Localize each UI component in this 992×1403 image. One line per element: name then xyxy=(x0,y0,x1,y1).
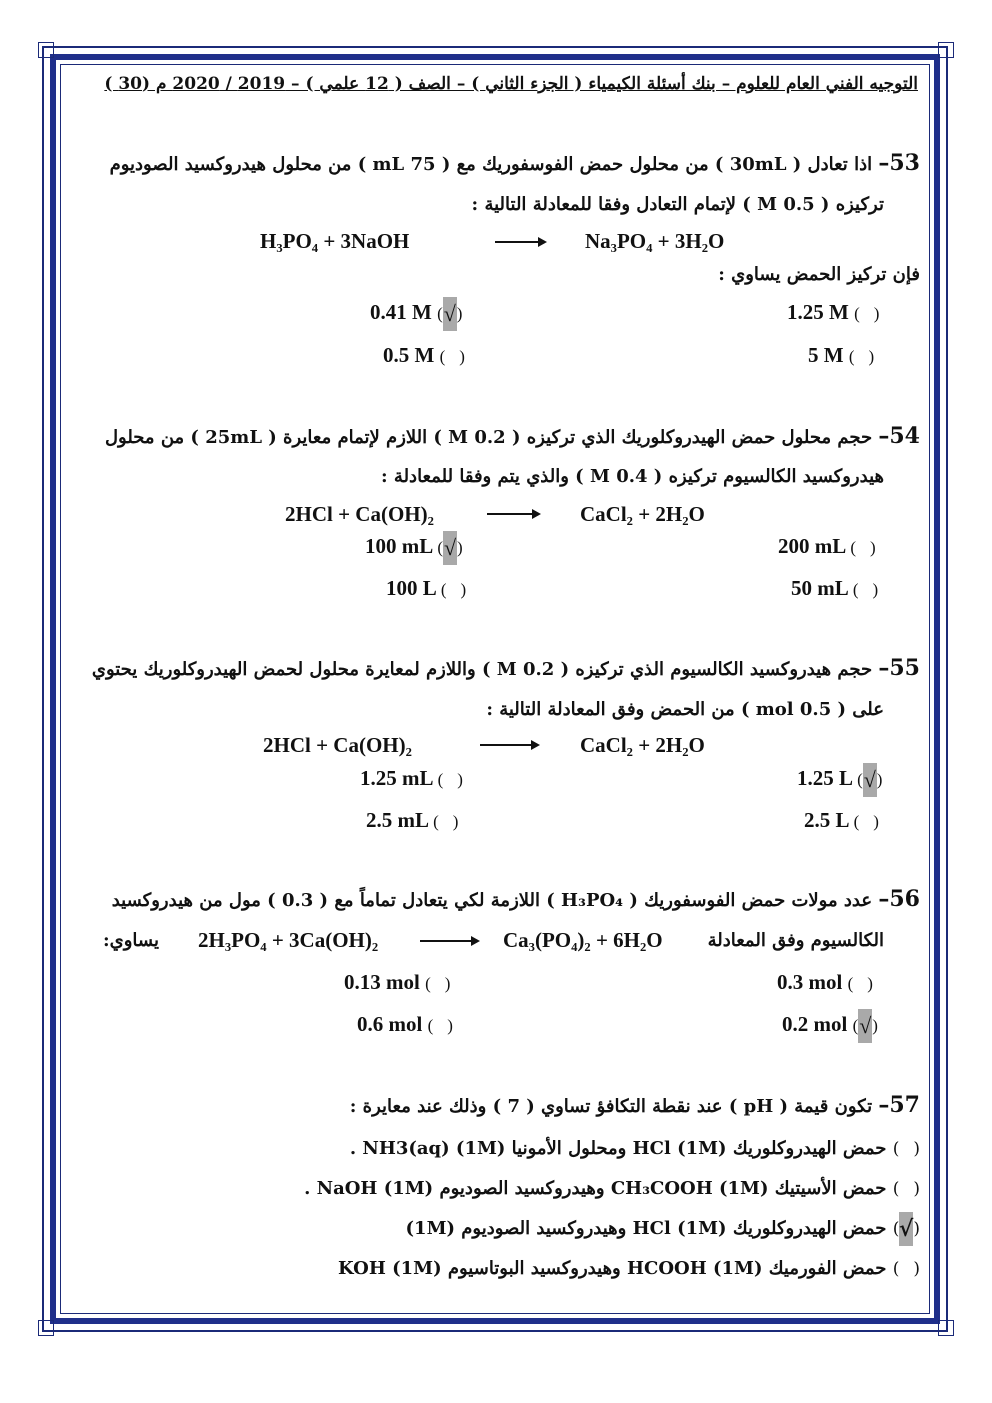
option-3[interactable]: 0.2 mol (√) xyxy=(782,1009,878,1043)
question-54-line-2: هيدروكسيد الكالسيوم تركيزه ( 0.4 M ) والذي يتم وفقا للمعادلة : xyxy=(381,466,884,487)
answer-box[interactable] xyxy=(860,297,874,331)
option-3[interactable]: 2.5 L ( ) xyxy=(804,805,879,839)
answer-box[interactable] xyxy=(856,531,870,565)
check-mark-icon[interactable]: √ xyxy=(443,297,457,331)
answer-box[interactable] xyxy=(439,805,453,839)
option-4[interactable]: 0.5 M ( ) xyxy=(383,340,465,374)
reaction-arrow-icon xyxy=(495,241,545,243)
option-4[interactable]: () حمض الفورميك HCOOH (1M) وهيدروكسيد البوتاسيوم KOH (1M) xyxy=(338,1252,920,1286)
border-corner xyxy=(38,42,54,58)
option-1[interactable]: 1.25 L (√) xyxy=(797,763,882,797)
check-mark-icon[interactable]: √ xyxy=(863,763,877,797)
question-number: 54– xyxy=(878,423,920,449)
border-corner xyxy=(938,42,954,58)
option-3[interactable]: 50 mL ( ) xyxy=(791,573,878,607)
equation-products: Na₃PO₄ + 3H₂O xyxy=(585,229,725,253)
answer-box[interactable] xyxy=(433,1009,447,1043)
option-1[interactable]: 1.25 M ( ) xyxy=(787,297,879,331)
answer-box[interactable] xyxy=(443,763,457,797)
question-57-line-1: 57– تكون قيمة ( pH ) عند نقطة التكافؤ تساوي ( 7 ) وذلك عند معايرة : xyxy=(349,1092,920,1118)
question-56-line-2-text: الكالسيوم وفق المعادلة xyxy=(707,930,884,951)
question-56-line-2-end: يساوي: xyxy=(103,930,159,951)
question-54-line-1: 54– حجم محلول حمض الهيدروكلوريك الذي تركيزه ( 0.2 M ) اللازم لإتمام معايرة ( 25mL ) من محلول xyxy=(104,423,920,449)
check-mark-icon[interactable]: √ xyxy=(858,1009,872,1043)
check-mark-icon[interactable]: √ xyxy=(443,531,457,565)
option-2[interactable]: 0.13 mol ( ) xyxy=(344,967,450,1001)
equation-reactants: 2H₃PO₄ + 3Ca(OH)₂ xyxy=(198,928,379,952)
option-2[interactable]: () حمض الأسيتيك CH₃COOH (1M) وهيدروكسيد الصوديوم NaOH (1M) . xyxy=(304,1172,920,1206)
equation-reactants: H₃PO₄ + 3NaOH xyxy=(260,229,410,253)
question-53-line-3: فإن تركيز الحمض يساوي : xyxy=(718,264,920,285)
option-4[interactable]: 100 L ( ) xyxy=(386,573,466,607)
answer-box[interactable] xyxy=(853,967,867,1001)
check-mark-icon[interactable]: √ xyxy=(899,1212,913,1246)
reaction-arrow-icon xyxy=(480,744,538,746)
answer-box[interactable] xyxy=(899,1132,913,1166)
answer-box[interactable] xyxy=(899,1252,913,1286)
equation-products: CaCl₂ + 2H₂O xyxy=(580,733,705,757)
answer-box[interactable] xyxy=(445,340,459,374)
option-4[interactable]: 0.6 mol ( ) xyxy=(357,1009,453,1043)
answer-box[interactable] xyxy=(431,967,445,1001)
answer-box[interactable] xyxy=(855,340,869,374)
border-corner xyxy=(938,1320,954,1336)
option-2[interactable]: 100 mL (√) xyxy=(365,531,463,565)
answer-box[interactable] xyxy=(447,573,461,607)
question-number: 55– xyxy=(878,655,920,681)
question-53-line-1: 53– اذا تعادل ( 30mL ) من محلول حمض الفوسفوريك مع ( 75 mL ) من محلول هيدروكسيد الصوديوم xyxy=(109,150,920,176)
border-corner xyxy=(38,1320,54,1336)
question-number: 57– xyxy=(878,1092,920,1118)
option-2[interactable]: 1.25 mL ( ) xyxy=(360,763,463,797)
option-1[interactable]: 0.3 mol ( ) xyxy=(777,967,873,1001)
question-number: 56– xyxy=(878,886,920,912)
question-number: 53– xyxy=(878,150,920,176)
answer-box[interactable] xyxy=(899,1172,913,1206)
equation-products: CaCl₂ + 2H₂O xyxy=(580,502,705,526)
question-55-line-2: على ( 0.5 mol ) من الحمض وفق المعادلة التالية : xyxy=(486,699,884,720)
page-border-inner xyxy=(60,64,930,1314)
question-53-line-2: تركيزه ( 0.5 M ) لإتمام التعادل وفقا للمعادلة التالية : xyxy=(471,194,884,215)
option-1[interactable]: 200 mL ( ) xyxy=(778,531,876,565)
question-55-line-1: 55– حجم هيدروكسيد الكالسيوم الذي تركيزه ( 0.2 M ) واللازم لمعايرة محلول لحمض الهيدروكلوريك يحتوي xyxy=(91,655,920,681)
equation-reactants: 2HCl + Ca(OH)₂ xyxy=(263,733,412,757)
option-4[interactable]: 2.5 mL ( ) xyxy=(366,805,458,839)
option-3[interactable]: 5 M ( ) xyxy=(808,340,874,374)
option-3[interactable]: (√) حمض الهيدروكلوريك HCl (1M) وهيدروكسيد الصوديوم (1M) xyxy=(406,1212,920,1246)
reaction-arrow-icon xyxy=(420,940,478,942)
equation-reactants: 2HCl + Ca(OH)₂ xyxy=(285,502,434,526)
answer-box[interactable] xyxy=(859,573,873,607)
question-56-line-1: 56– عدد مولات حمض الفوسفوريك ( H₃PO₄ ) اللازمة لكي يتعادل تماماً مع ( 0.3 ) مول من هيدروكسيد xyxy=(111,886,920,912)
equation-products: Ca₃(PO₄)₂ + 6H₂O xyxy=(503,928,663,952)
option-2[interactable]: 0.41 M (√) xyxy=(370,297,462,331)
page-header: التوجيه الفني العام للعلوم – بنك أسئلة الكيمياء ( الجزء الثاني ) – الصف ( 12 علمي ) – 2019 / 2020 م (30 ) xyxy=(104,74,918,94)
answer-box[interactable] xyxy=(859,805,873,839)
reaction-arrow-icon xyxy=(487,513,539,515)
option-1[interactable]: () حمض الهيدروكلوريك HCl (1M) ومحلول الأمونيا NH3(aq) (1M) . xyxy=(350,1132,920,1166)
